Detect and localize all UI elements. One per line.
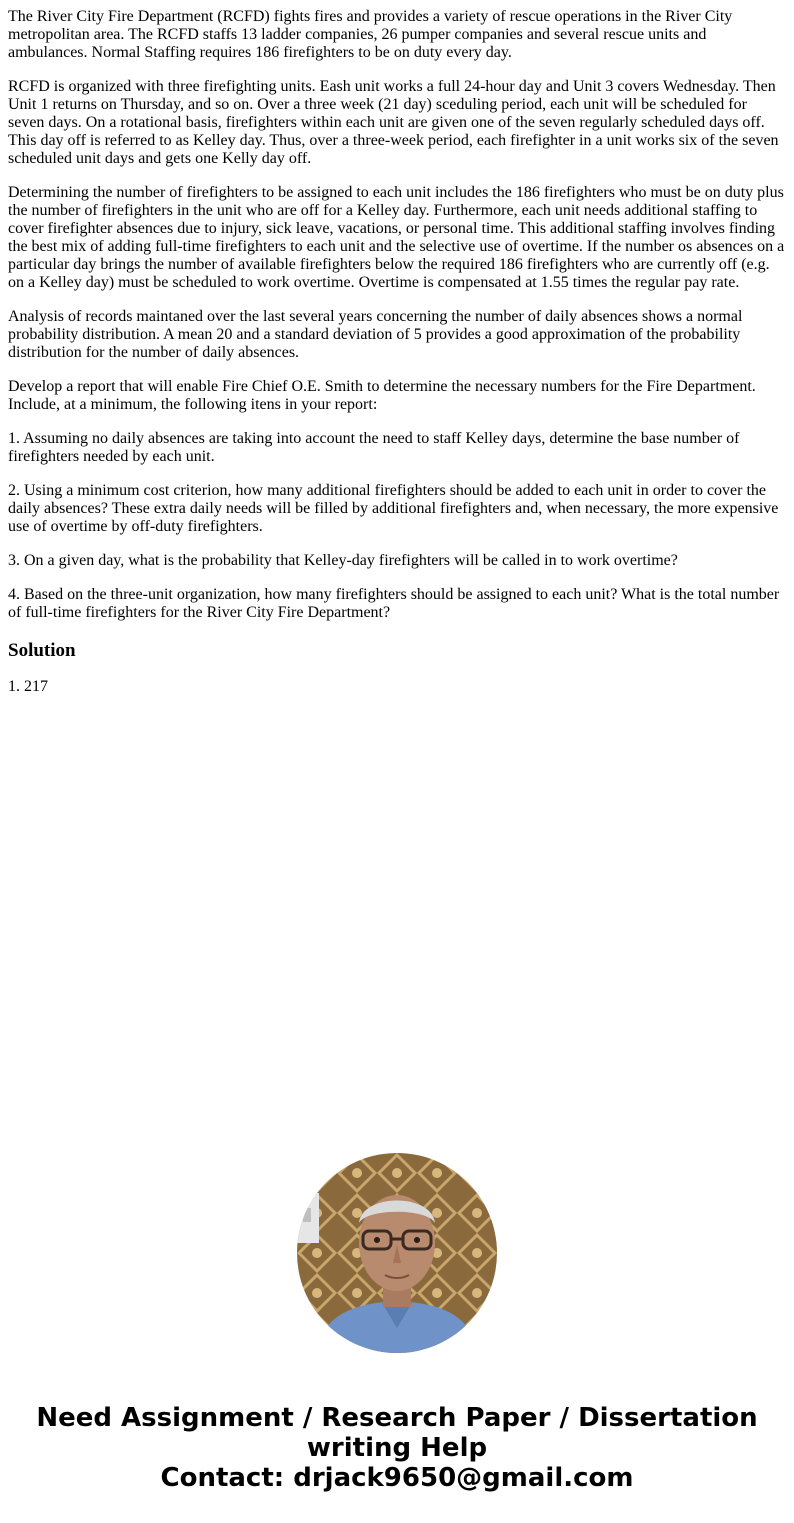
question-3: 3. On a given day, what is the probability that Kelley-day firefighters will be called in to work overtime? bbox=[8, 552, 678, 569]
promo-contact: Contact: drjack9650@gmail.com bbox=[160, 1463, 634, 1493]
question-1: 1. Assuming no daily absences are taking into account the need to staff Kelley days, determine the base number of firefighters needed by each unit. bbox=[8, 430, 740, 465]
solution-heading: Solution bbox=[8, 640, 76, 661]
document-body bbox=[8, 0, 786, 712]
question-2: 2. Using a minimum cost criterion, how many additional firefighters should be added to each unit in order to cover the daily absences? These extra daily needs will be filled by additional firefighters and, when necessary, the more expensive use of overtime by off-duty firefighters. bbox=[8, 482, 779, 535]
problem-paragraph-5: Develop a report that will enable Fire Chief O.E. Smith to determine the necessary numbers for the Fire Department. Include, at a minimum, the following itens in your report: bbox=[8, 378, 756, 413]
person-portrait-icon bbox=[297, 1153, 497, 1353]
problem-paragraph-4: Analysis of records maintaned over the last several years concerning the number of daily absences shows a normal probability distribution. A mean 20 and a standard deviation of 5 provides a good approximation of the probability distribution for the number of daily absences. bbox=[8, 308, 743, 361]
problem-paragraph-2: RCFD is organized with three firefighting units. Eash unit works a full 24-hour day and Unit 3 covers Wednesday. Then Unit 1 returns on Thursday, and so on. Over a three week (21 day) sceduling period, each unit will be scheduled for seven days. On a rotational basis, firefighters within each unit are given one of the seven regularly scheduled days off. This day off is referred to as Kelley day. Thus, over a three-week period, each firefighter in a unit works six of the seven scheduled unit days and gets one Kelly day off. bbox=[8, 78, 779, 167]
promo-line-2: writing Help bbox=[306, 1433, 488, 1463]
problem-paragraph-3: Determining the number of firefighters to be assigned to each unit includes the 186 firefighters who must be on duty plus the number of firefighters in the unit who are off for a Kelley day. Furthermore, each unit needs additional staffing to cover firefighter absences due to injury, sick leave, vacations, or personal time. This additional staffing involves finding the best mix of adding full-time firefighters to each unit and the selective use of overtime. If the number os absences on a particular day brings the number of available firefighters below the required 186 firefighters who are currently off (e.g. on a Kelley day) must be scheduled to work overtime. Overtime is compensated at 1.55 times the regular pay rate. bbox=[8, 184, 785, 291]
problem-paragraph-1: The River City Fire Department (RCFD) fights fires and provides a variety of rescue operations in the River City metropolitan area. The RCFD staffs 13 ladder companies, 26 pumper companies and several rescue units and ambulances. Normal Staffing requires 186 firefighters to be on duty every day. bbox=[8, 8, 733, 61]
promo-footer bbox=[0, 1403, 794, 1493]
question-4: 4. Based on the three-unit organization, how many firefighters should be assigned to each unit? What is the total number of full-time firefighters for the River City Fire Department? bbox=[8, 586, 780, 621]
promo-line-1: Need Assignment / Research Paper / Dissertation bbox=[36, 1403, 758, 1433]
solution-answer: 1. 217 bbox=[8, 678, 48, 695]
